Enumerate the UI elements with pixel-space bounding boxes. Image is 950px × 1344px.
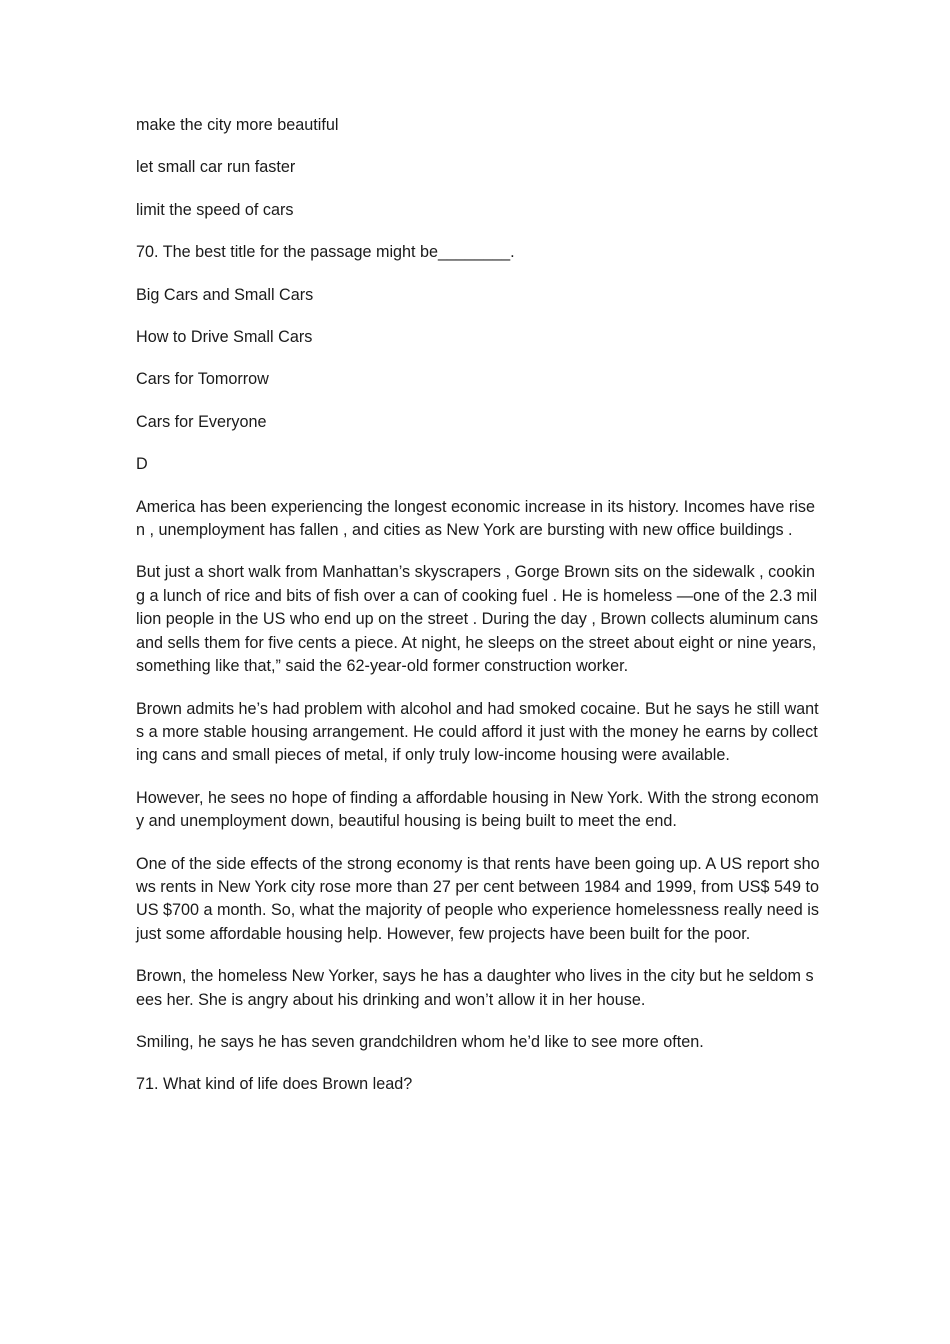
option-text: How to Drive Small Cars	[136, 328, 313, 347]
passage-paragraph: One of the side effects of the strong economy is that rents have been going up. A US report shows rents in New York city rose more than 27 per cent between 1984 and 1999, from US$ 549 to US $700 a month. So, what the majority of people who experience homelessness really need is just some affordable housing help. However, few projects have been built for the poor.	[136, 854, 824, 943]
section-label: D	[136, 455, 148, 474]
option-text: Big Cars and Small Cars	[136, 285, 314, 304]
passage-paragraph: Brown admits he’s had problem with alcohol and had smoked cocaine. But he says he still wants a more stable housing arrangement. He could afford it just with the money he earns by collecting cans and small pieces of metal, if only truly low-income housing were available.	[136, 699, 819, 765]
passage-paragraph: But just a short walk from Manhattan’s skyscrapers , Gorge Brown sits on the sidewalk , cooking a lunch of rice and bits of fish over a can of cooking fuel . He is homeless —one of the 2.3 million people in the US who end up on the street . During the day , Brown collects aluminum cans and sells them for five cents a piece. At night, he sleeps on the street about eight or nine years, something like that,” said the 62-year-old former construction worker.	[136, 563, 823, 676]
option-text: Cars for Tomorrow	[136, 370, 269, 389]
document-page	[136, 114, 824, 1116]
passage-paragraph: Smiling, he says he has seven grandchildren whom he’d like to see more often.	[136, 1032, 704, 1051]
option-text: limit the speed of cars	[136, 200, 294, 219]
option-text: let small car run faster	[136, 158, 296, 177]
option-text: Cars for Everyone	[136, 412, 267, 431]
question-text: 70. The best title for the passage might be________.	[136, 243, 515, 262]
passage-paragraph: However, he sees no hope of finding a affordable housing in New York. With the strong economy and unemployment down, beautiful housing is being built to meet the end.	[136, 788, 819, 831]
passage-paragraph: America has been experiencing the longest economic increase in its history. Incomes have risen , unemployment has fallen , and cities as New York are bursting with new office buildings .	[136, 497, 816, 540]
question-text: 71. What kind of life does Brown lead?	[136, 1075, 413, 1094]
passage-paragraph: Brown, the homeless New Yorker, says he has a daughter who lives in the city but he seldom sees her. She is angry about his drinking and won’t allow it in her house.	[136, 967, 814, 1009]
option-text: make the city more beautiful	[136, 116, 339, 134]
